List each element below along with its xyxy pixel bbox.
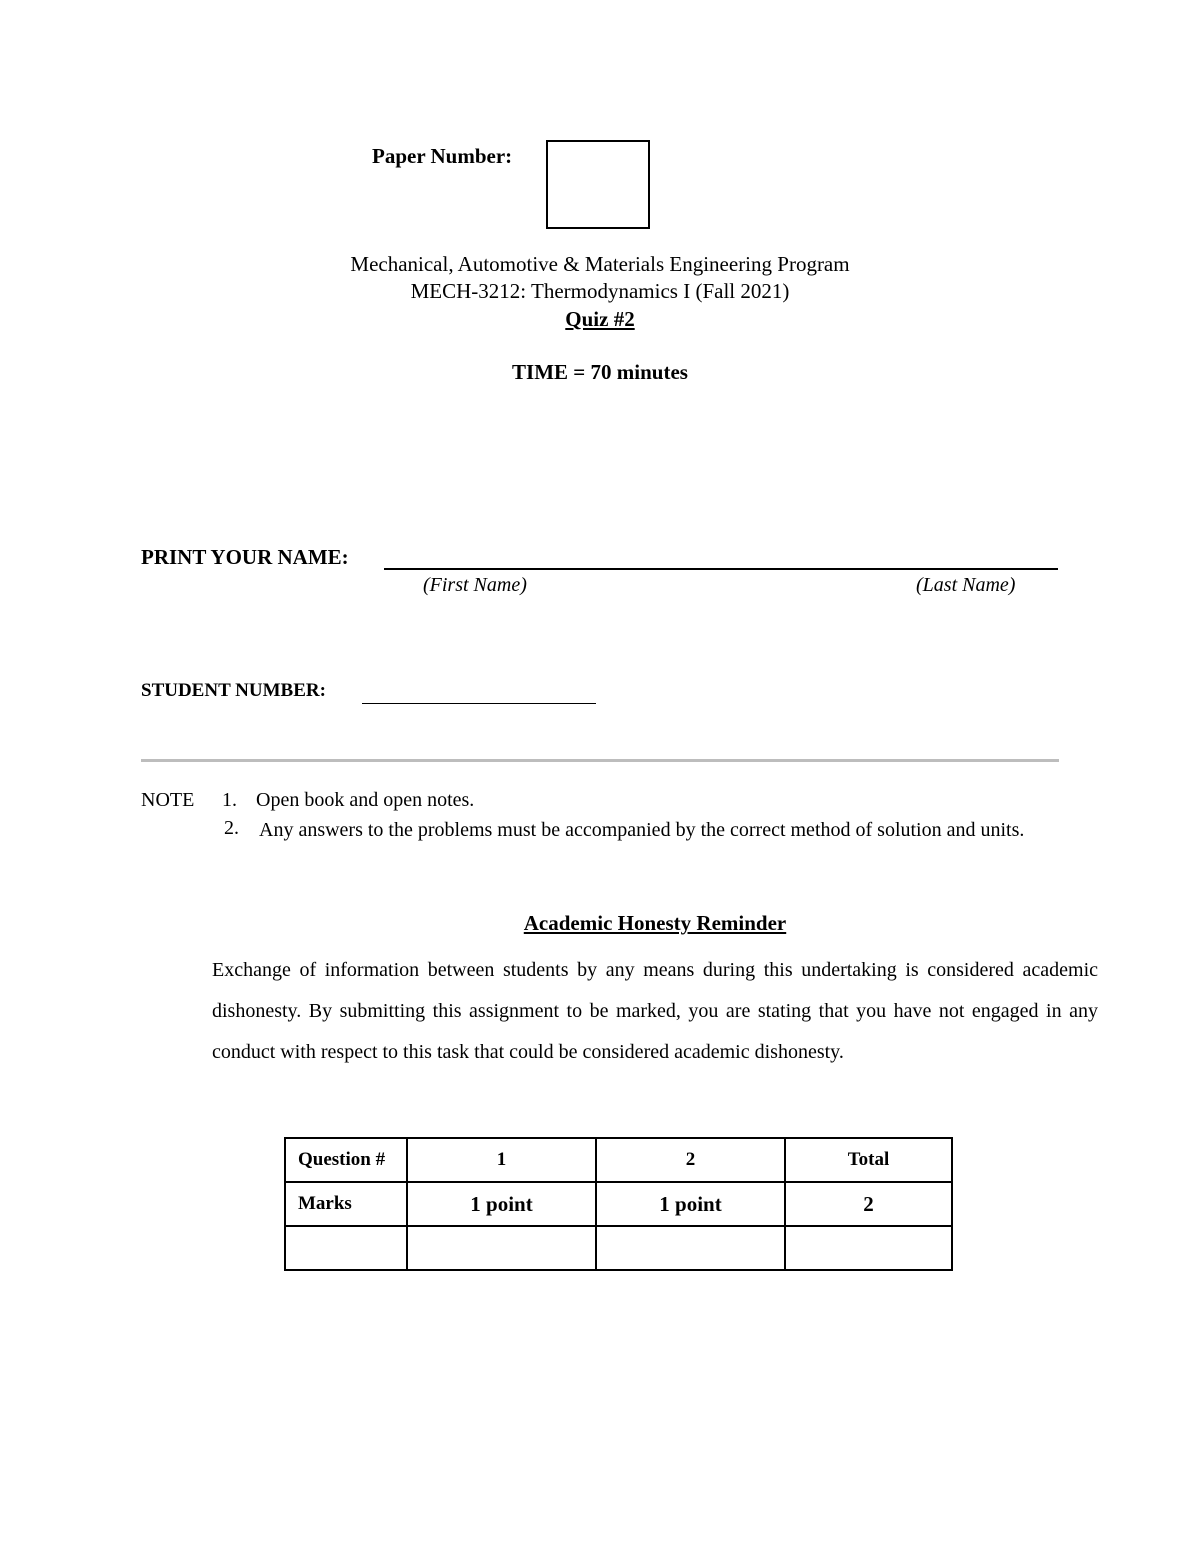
- note-item-number: 2.: [224, 817, 239, 839]
- honesty-title: Academic Honesty Reminder: [523, 911, 787, 935]
- course-title: MECH-3212: Thermodynamics I (Fall 2021): [410, 279, 790, 303]
- table-header-cell: 2: [596, 1138, 785, 1182]
- note-item-text: Open book and open notes.: [256, 789, 475, 811]
- last-name-caption: (Last Name): [916, 574, 1016, 596]
- quiz-title: Quiz #2: [565, 307, 635, 331]
- name-input-line[interactable]: [384, 568, 1058, 570]
- student-number-label: STUDENT NUMBER:: [141, 680, 326, 701]
- table-row: [285, 1226, 952, 1270]
- note-item-number: 1.: [222, 789, 237, 811]
- student-number-input-line[interactable]: [362, 703, 596, 704]
- table-header-row: [285, 1138, 952, 1182]
- program-title: Mechanical, Automotive & Materials Engineering Program: [350, 252, 850, 276]
- honesty-paragraph: Exchange of information between students by any means during this undertaking is considered academic dishonesty. By submitting this assignment to be marked, you are stating that you have not engaged in any conduct with respect to this task that could be considered academic dishonesty.: [212, 959, 1098, 1063]
- section-divider: [141, 759, 1059, 762]
- table-header-cell: 1: [407, 1138, 596, 1182]
- score-cell[interactable]: [785, 1226, 952, 1270]
- marks-table: [284, 1137, 953, 1271]
- name-label: PRINT YOUR NAME:: [141, 545, 349, 569]
- table-header-cell: Total: [785, 1138, 952, 1182]
- first-name-caption: (First Name): [423, 574, 527, 596]
- table-header-cell: Question #: [285, 1138, 407, 1182]
- table-cell: 1 point: [407, 1182, 596, 1226]
- score-cell[interactable]: [596, 1226, 785, 1270]
- note-label: NOTE: [141, 789, 195, 811]
- table-cell: 1 point: [596, 1182, 785, 1226]
- score-cell[interactable]: [407, 1226, 596, 1270]
- table-row: [285, 1182, 952, 1226]
- paper-number-box[interactable]: [546, 140, 650, 229]
- score-cell[interactable]: [285, 1226, 407, 1270]
- paper-number-label: Paper Number:: [372, 144, 513, 168]
- table-cell: 2: [785, 1182, 952, 1226]
- time-limit: TIME = 70 minutes: [512, 360, 688, 384]
- note-item-text: Any answers to the problems must be accompanied by the correct method of solution and units.: [259, 819, 1025, 841]
- table-cell: Marks: [285, 1182, 407, 1226]
